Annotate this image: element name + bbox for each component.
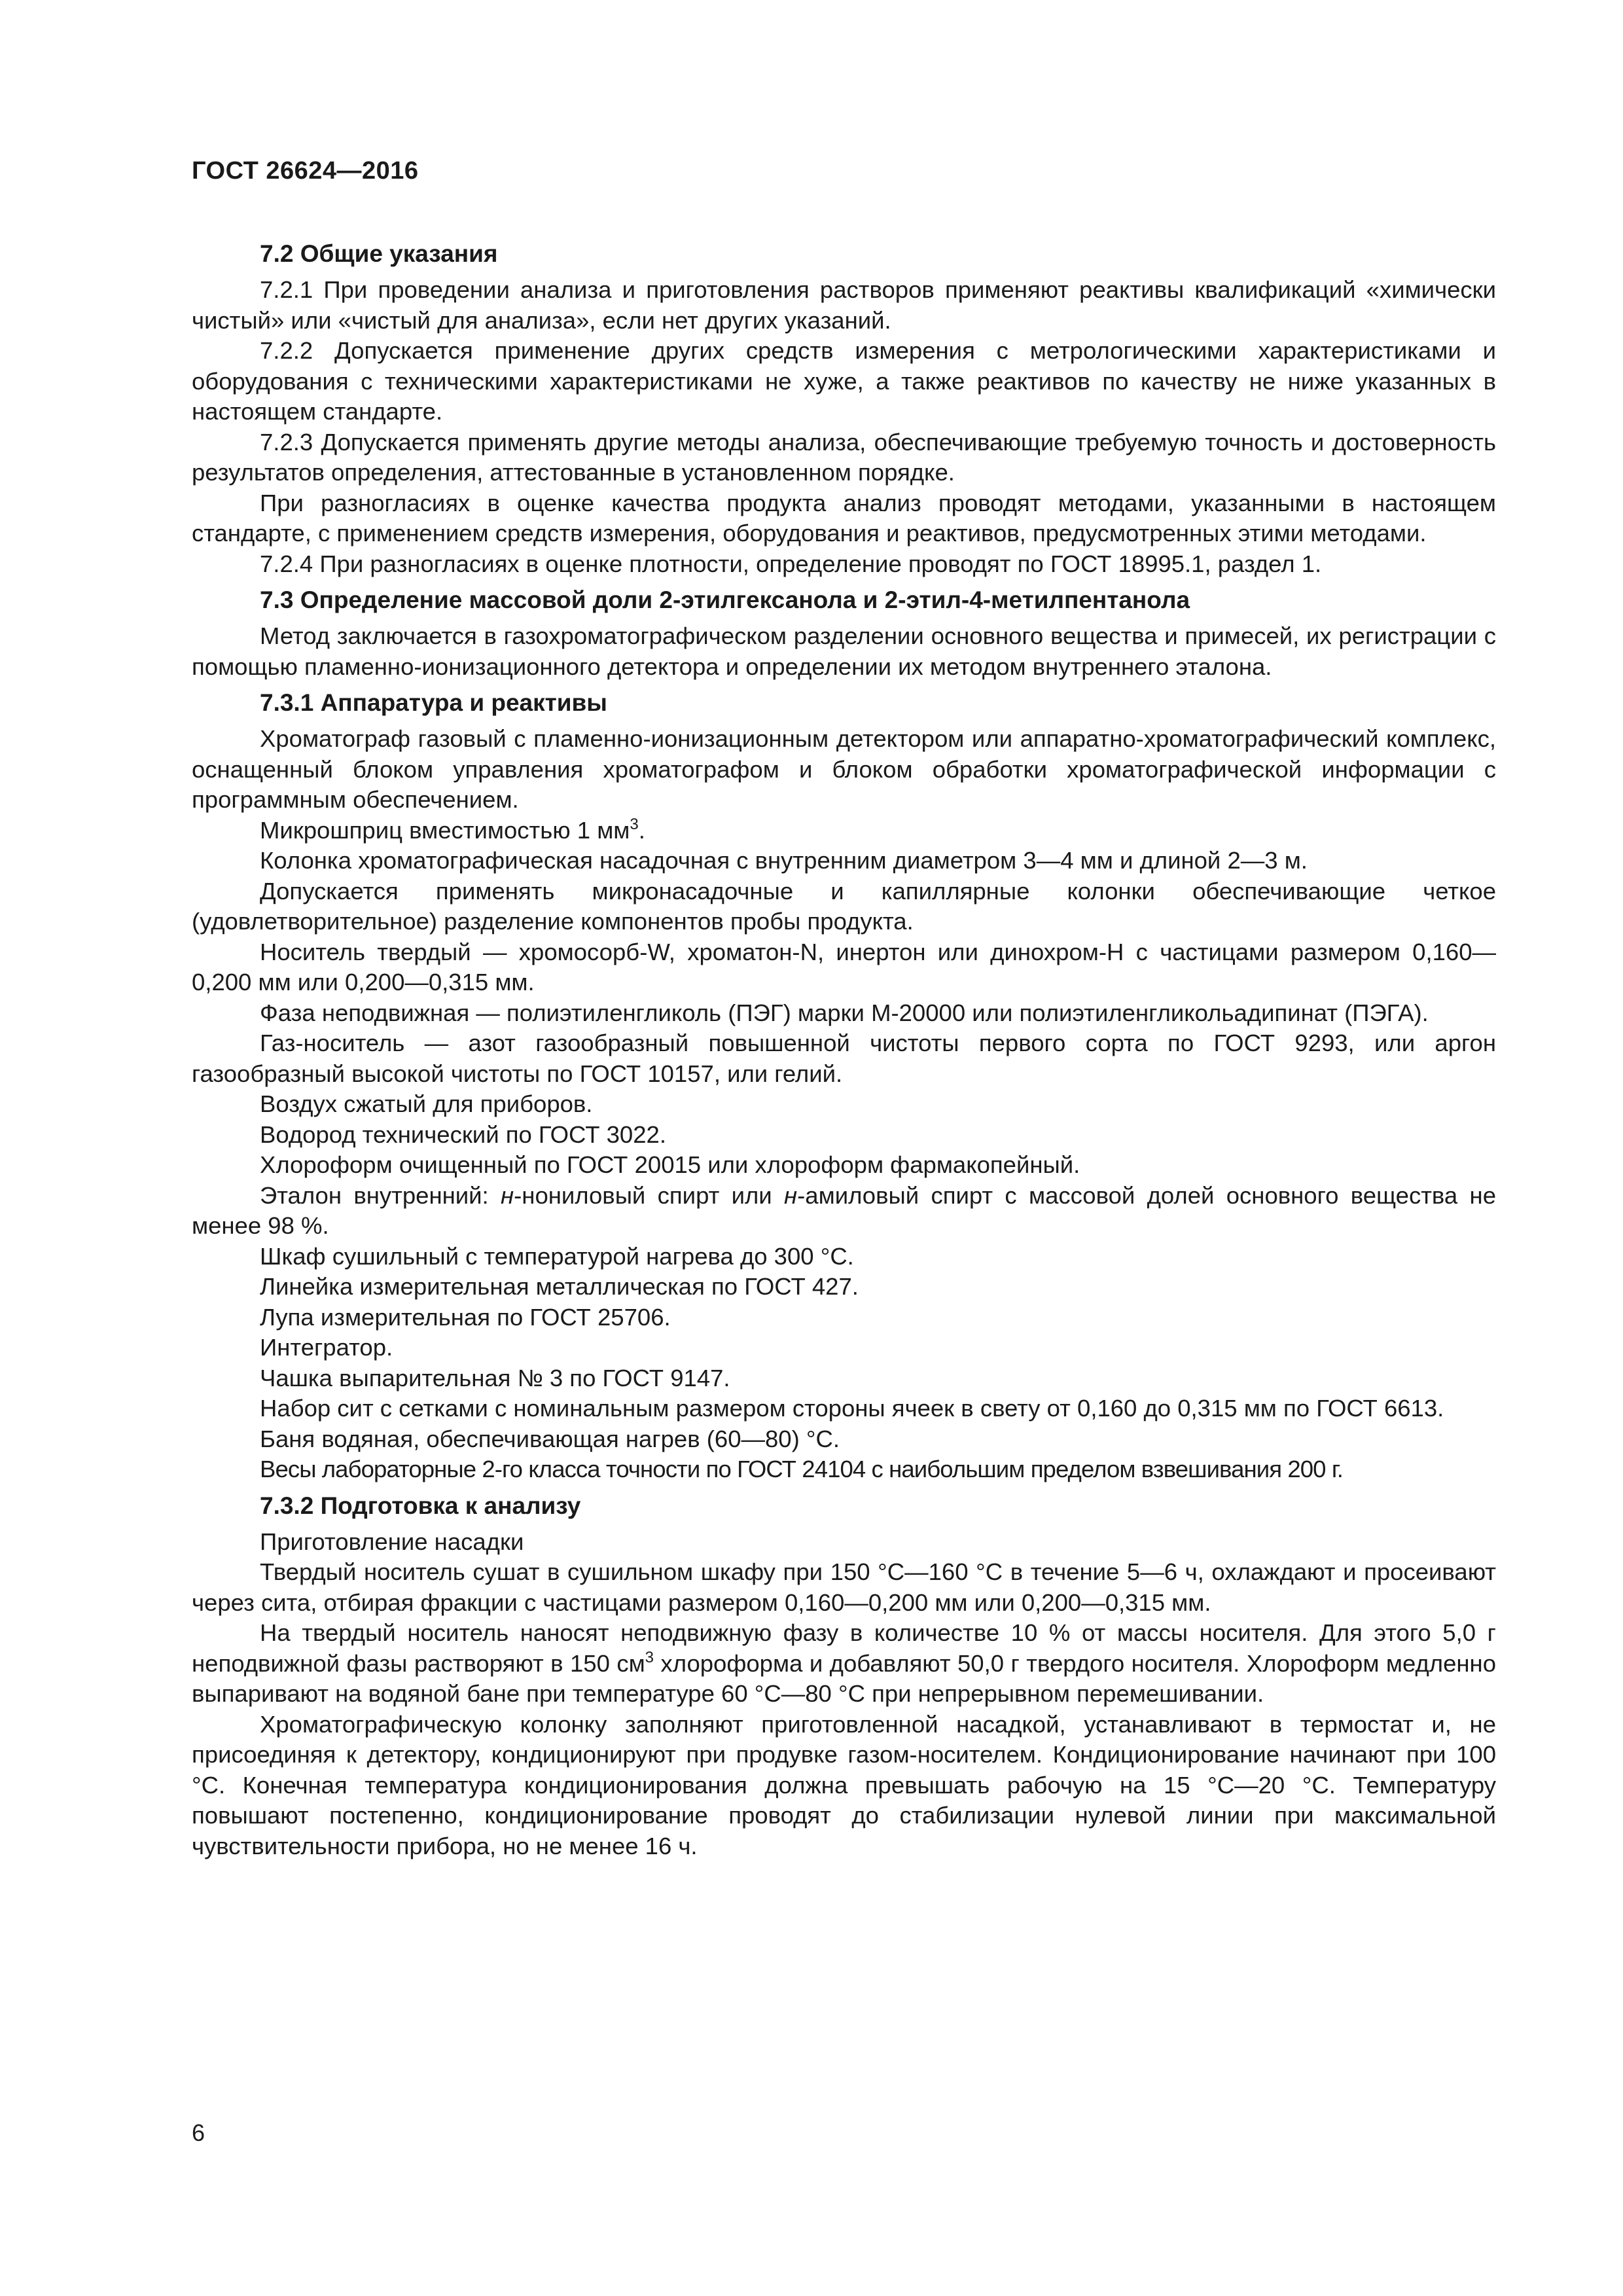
prep-applying-phase — [192, 1618, 1496, 1710]
microsyringe-end: . — [638, 816, 645, 844]
apparatus-internal-standard — [192, 1181, 1496, 1242]
standard-italic-n1: н — [501, 1181, 514, 1209]
apparatus-drying-oven: Шкаф сушильный с температурой нагрева до 300 °С. — [260, 1242, 854, 1270]
microsyringe-text: Микрошприц вместимостью 1 мм — [260, 816, 630, 844]
applying-phase-post: хлороформа и добавляют 50,0 г твердого носителя. Хлороформ медленно выпаривают на водяной бане при температуре 60 °С—80 °С при непрерывном перемешивании. — [192, 1649, 1496, 1707]
microsyringe-superscript: 3 — [630, 815, 639, 833]
prep-packing-subtitle: Приготовление насадки — [260, 1528, 524, 1555]
applying-phase-superscript: 3 — [645, 1648, 654, 1666]
section-7-3-title: 7.3 Определение массовой доли 2-этилгексанола и 2-этил-4-метилпентанола — [260, 586, 1190, 613]
paragraph-7-2-1: 7.2.1 При проведении анализа и приготовления растворов применяют реактивы квалификаций «химически чистый» или «чистый для анализа», если нет других указаний. — [192, 276, 1496, 334]
standard-mid: -нониловый спирт или — [514, 1181, 785, 1209]
apparatus-chloroform: Хлороформ очищенный по ГОСТ 20015 или хлороформ фармакопейный. — [260, 1151, 1080, 1178]
section-7-2-title: 7.2 Общие указания — [260, 240, 498, 267]
apparatus-ruler: Линейка измерительная металлическая по ГОСТ 427. — [260, 1273, 859, 1300]
prep-column-conditioning: Хроматографическую колонку заполняют приготовленной насадкой, устанавливают в термостат и, не присоединяя к детектору, кондиционируют при продувке газом-носителем. Кондиционирование начинают при 100 °С. Конечная температура кондиционирования должна превышать рабочую на 15 °С—20 °С. Температуру повышают постепенно, кондиционирование проводят до стабилизации нулевой линии при максимальной чувствительности прибора, но не менее 16 ч. — [192, 1710, 1496, 1859]
apparatus-sieve-set: Набор сит с сетками с номинальным размером стороны ячеек в свету от 0,160 до 0,315 мм по ГОСТ 6613. — [260, 1395, 1444, 1422]
apparatus-carrier-gas: Газ-носитель — азот газообразный повышенной чистоты первого сорта по ГОСТ 9293, или аргон газообразный высокой чистоты по ГОСТ 10157, или гелий. — [192, 1030, 1496, 1087]
apparatus-water-bath: Баня водяная, обеспечивающая нагрев (60—80) °С. — [260, 1425, 840, 1452]
standard-italic-n2: н — [784, 1181, 798, 1209]
apparatus-integrator: Интегратор. — [260, 1334, 393, 1361]
apparatus-column: Колонка хроматографическая насадочная с внутренним диаметром 3—4 мм и длиной 2—3 м. — [260, 847, 1308, 874]
apparatus-hydrogen: Водород технический по ГОСТ 3022. — [260, 1121, 666, 1148]
paragraph-7-2-3-disputes: При разногласиях в оценке качества продукта анализ проводят методами, указанными в настоящем стандарте, с применением средств измерения, оборудования и реактивов, предусмотренных этими методами. — [192, 489, 1496, 547]
prep-drying-carrier: Твердый носитель сушат в сушильном шкафу при 150 °С—160 °С в течение 5—6 ч, охлаждают и просеивают через сита, отбирая фракции с частицами размером 0,160—0,200 мм или 0,200—0,315 мм. — [192, 1558, 1496, 1616]
standard-pre: Эталон внутренний: — [260, 1181, 501, 1209]
applying-phase-pre: На твердый носитель наносят неподвижную фазу в количестве 10 % от массы носителя. Для этого 5,0 г неподвижной фазы растворяют в 150 см — [192, 1619, 1496, 1677]
apparatus-solid-carrier: Носитель твердый — хромосорб-W, хроматон-N, инертон или динохром-Н с частицами размером 0,160—0,200 мм или 0,200—0,315 мм. — [192, 938, 1496, 996]
apparatus-chromatograph: Хроматограф газовый с пламенно-ионизационным детектором или аппаратно-хроматографический комплекс, оснащенный блоком управления хроматографом и блоком обработки хроматографической информации с программным обеспечением. — [192, 725, 1496, 813]
paragraph-7-3-method: Метод заключается в газохроматографическом разделении основного вещества и примесей, их регистрации с помощью пламенно-ионизационного детектора и определении их методом внутреннего эталона. — [192, 622, 1496, 680]
section-7-3-2-title: 7.3.2 Подготовка к анализу — [260, 1492, 581, 1519]
document-page — [192, 157, 1496, 1861]
apparatus-stationary-phase: Фаза неподвижная — полиэтиленгликоль (ПЭГ) марки М-20000 или полиэтиленгликольадипинат (ПЭГА). — [260, 999, 1429, 1026]
standard-post: -амиловый спирт с массовой долей основного вещества не менее 98 %. — [192, 1181, 1496, 1239]
apparatus-capillary-columns: Допускается применять микронасадочные и капиллярные колонки обеспечивающие четкое (удовлетворительное) разделение компонентов пробы продукта. — [192, 877, 1496, 935]
document-header: ГОСТ 26624—2016 — [192, 157, 419, 185]
apparatus-scales: Весы лабораторные 2-го класса точности по ГОСТ 24104 с наибольшим пределом взвешивания 200 г. — [260, 1456, 1344, 1482]
paragraph-7-2-2: 7.2.2 Допускается применение других средств измерения с метрологическими характеристиками и оборудования с техническими характеристиками не хуже, а также реактивов по качеству не ниже указанных в настоящем стандарте. — [192, 337, 1496, 425]
apparatus-evaporating-dish: Чашка выпарительная № 3 по ГОСТ 9147. — [260, 1364, 730, 1391]
paragraph-7-2-4: 7.2.4 При разногласиях в оценке плотности, определение проводят по ГОСТ 18995.1, раздел 1. — [260, 550, 1322, 577]
apparatus-compressed-air: Воздух сжатый для приборов. — [260, 1090, 593, 1117]
page-number: 6 — [192, 2119, 205, 2146]
section-7-3-1-title: 7.3.1 Аппаратура и реактивы — [260, 689, 607, 716]
apparatus-magnifier: Лупа измерительная по ГОСТ 25706. — [260, 1303, 671, 1331]
apparatus-microsyringe — [192, 816, 1496, 846]
paragraph-7-2-3: 7.2.3 Допускается применять другие методы анализа, обеспечивающие требуемую точность и достоверность результатов определения, аттестованные в установленном порядке. — [192, 428, 1496, 486]
